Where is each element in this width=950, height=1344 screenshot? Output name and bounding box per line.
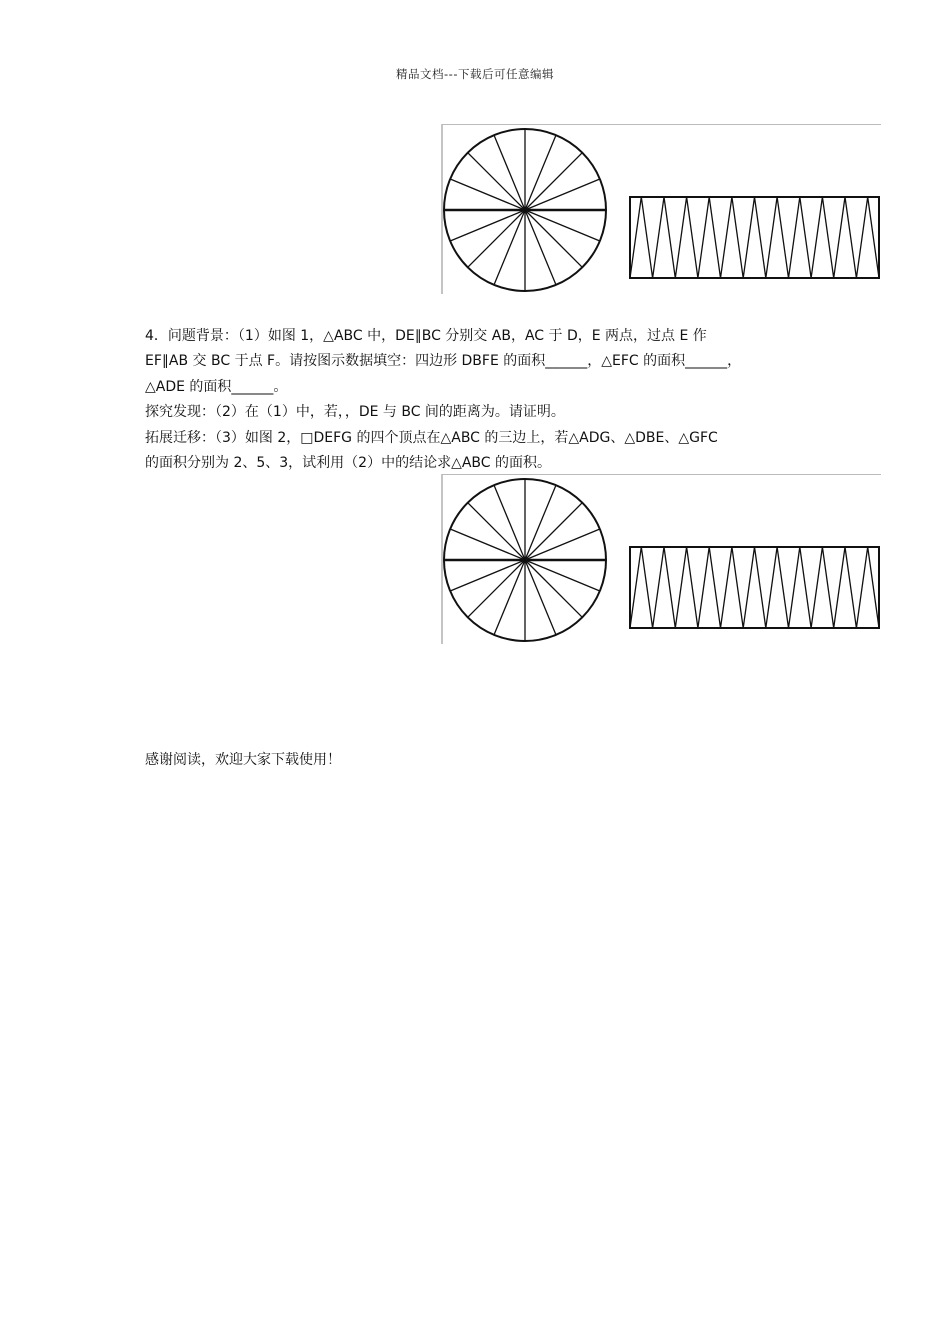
rectangle-outline xyxy=(630,197,879,278)
page-header: 精品文档---下载后可任意编辑 xyxy=(396,67,554,81)
problem-line: EF∥AB 交 BC 于点 F。请按图示数据填空：四边形 DBFE 的面积______，△EFC 的面积______， xyxy=(145,353,742,370)
problem-4 xyxy=(145,324,825,476)
problem-line: △ADE 的面积______。 xyxy=(145,378,288,395)
problem-line: 拓展迁移：（3）如图 2，□DEFG 的四个顶点在△ABC 的三边上，若△ADG、△DBE、△GFC xyxy=(145,429,718,446)
figure-bottom xyxy=(441,474,881,644)
sector-radius xyxy=(468,210,525,267)
problem-line: 的面积分别为 2、5、3，试利用（2）中的结论求△ABC 的面积。 xyxy=(145,455,552,472)
circle-to-rectangle-diagram xyxy=(441,124,881,294)
rectangle-outline xyxy=(630,547,879,628)
problem-line: 探究发现：（2）在（1）中，若，，DE 与 BC 间的距离为。请证明。 xyxy=(145,404,565,421)
sector-radius xyxy=(525,560,582,617)
sector-radius xyxy=(468,503,525,560)
sector-radius xyxy=(468,560,525,617)
closing-text: 感谢阅读，欢迎大家下载使用！ xyxy=(145,752,341,768)
sector-radius xyxy=(525,210,582,267)
zigzag-sectors xyxy=(630,197,879,278)
circle-to-rectangle-diagram xyxy=(441,474,881,644)
sector-radius xyxy=(525,153,582,210)
zigzag-sectors xyxy=(630,547,879,628)
figure-top xyxy=(441,124,881,294)
problem-line: 4．问题背景：（1）如图 1，△ABC 中，DE∥BC 分别交 AB，AC 于 D，E 两点，过点 E 作 xyxy=(145,328,707,344)
sector-radius xyxy=(525,503,582,560)
sector-radius xyxy=(468,153,525,210)
